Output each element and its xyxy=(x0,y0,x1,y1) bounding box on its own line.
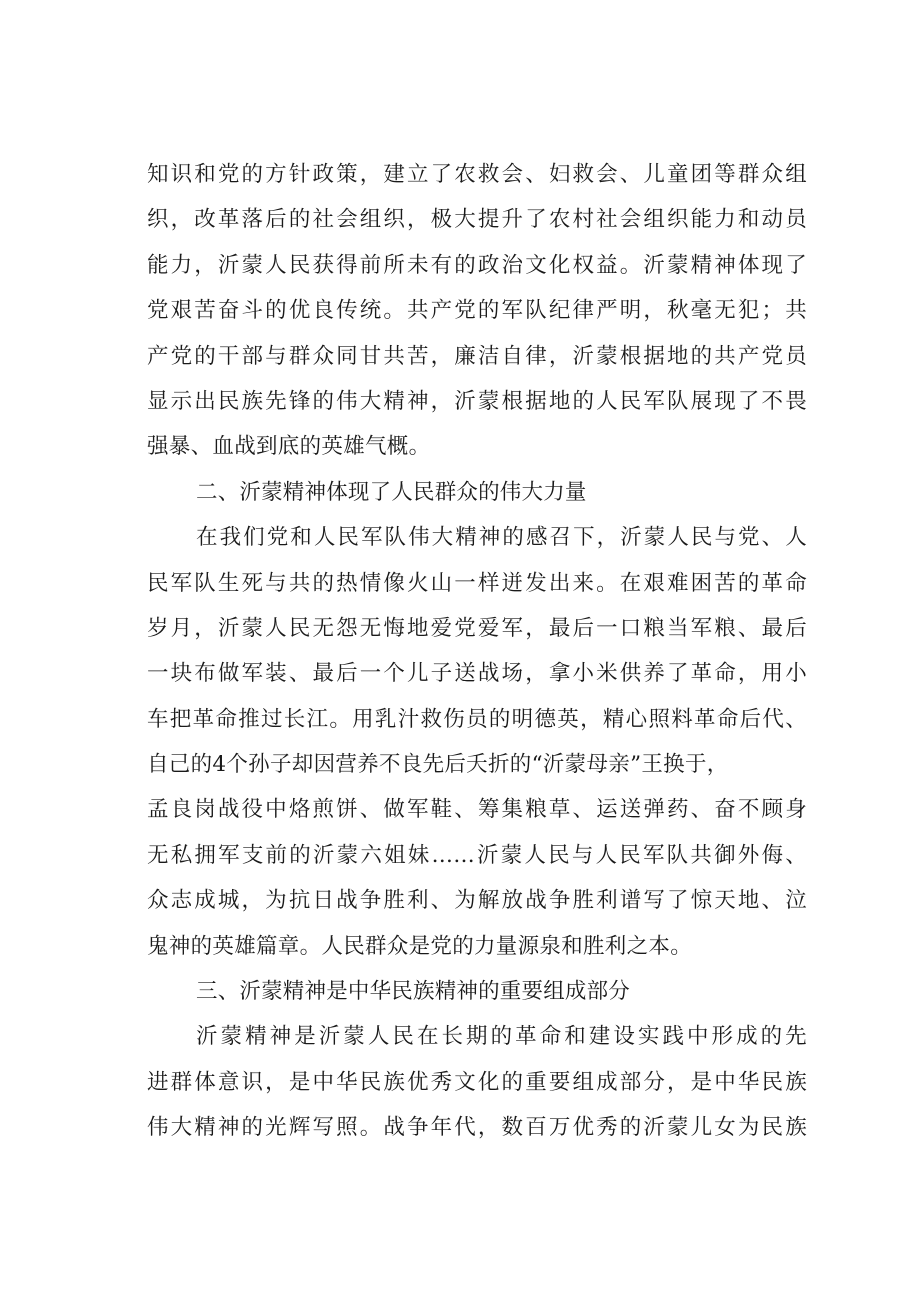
paragraph-1 xyxy=(147,152,807,470)
paragraph-line: 知识和党的方针政策，建立了农救会、妇救会、儿童团等群众组 xyxy=(147,162,807,187)
section-heading-2: 二、沂蒙精神体现了人民群众的伟大力量 xyxy=(196,479,587,505)
paragraph-line: 鬼神的英雄篇章。人民群众是党的力量源泉和胜利之本。 xyxy=(147,933,693,959)
paragraph-line: 民军队生死与共的热情像火山一样迸发出来。在艰难困苦的革命 xyxy=(147,570,807,596)
paragraph-line: 进群体意识，是中华民族优秀文化的重要组成部分，是中华民族 xyxy=(147,1069,807,1095)
paragraph-line: 岁月，沂蒙人民无怨无悔地爱党爱军，最后一口粮当军粮、最后 xyxy=(147,615,807,641)
paragraph-line: 织，改革落后的社会组织，极大提升了农村社会组织能力和动员 xyxy=(147,207,807,233)
paragraph-line: 沂蒙精神是沂蒙人民在长期的革命和建设实践中形成的先 xyxy=(196,1024,807,1050)
section-heading-3: 三、沂蒙精神是中华民族精神的重要组成部分 xyxy=(196,979,631,1005)
paragraph-line: 强暴、血战到底的英雄气概。 xyxy=(147,434,431,460)
paragraph-line: 自己的4个孙子却因营养不良先后夭折的“沂蒙母亲”王换于， xyxy=(147,752,729,778)
paragraph-line: 党艰苦奋斗的优良传统。共产党的军队纪律严明，秋毫无犯；共 xyxy=(147,298,807,324)
paragraph-line: 车把革命推过长江。用乳汁救伤员的明德英，精心照料革命后代、 xyxy=(147,706,807,732)
document-body xyxy=(147,152,807,1151)
paragraph-3 xyxy=(147,1014,807,1150)
paragraph-line: 一块布做军装、最后一个儿子送战场，拿小米供养了革命，用小 xyxy=(147,661,807,687)
paragraph-line: 产党的干部与群众同甘共苦，廉洁自律，沂蒙根据地的共产党员 xyxy=(147,343,807,369)
paragraph-line: 无私拥军支前的沂蒙六姐妹……沂蒙人民与人民军队共御外侮、 xyxy=(147,842,807,868)
paragraph-line: 能力，沂蒙人民获得前所未有的政治文化权益。沂蒙精神体现了 xyxy=(147,252,807,278)
paragraph-line: 孟良岗战役中烙煎饼、做军鞋、筹集粮草、运送弹药、奋不顾身 xyxy=(147,797,807,823)
paragraph-line: 显示出民族先锋的伟大精神，沂蒙根据地的人民军队展现了不畏 xyxy=(147,388,807,414)
paragraph-line: 在我们党和人民军队伟大精神的感召下，沂蒙人民与党、人 xyxy=(196,525,807,551)
paragraph-2 xyxy=(147,515,807,969)
paragraph-line: 伟大精神的光辉写照。战争年代，数百万优秀的沂蒙儿女为民族 xyxy=(147,1115,807,1141)
paragraph-line: 众志成城，为抗日战争胜利、为解放战争胜利谱写了惊天地、泣 xyxy=(147,888,807,914)
